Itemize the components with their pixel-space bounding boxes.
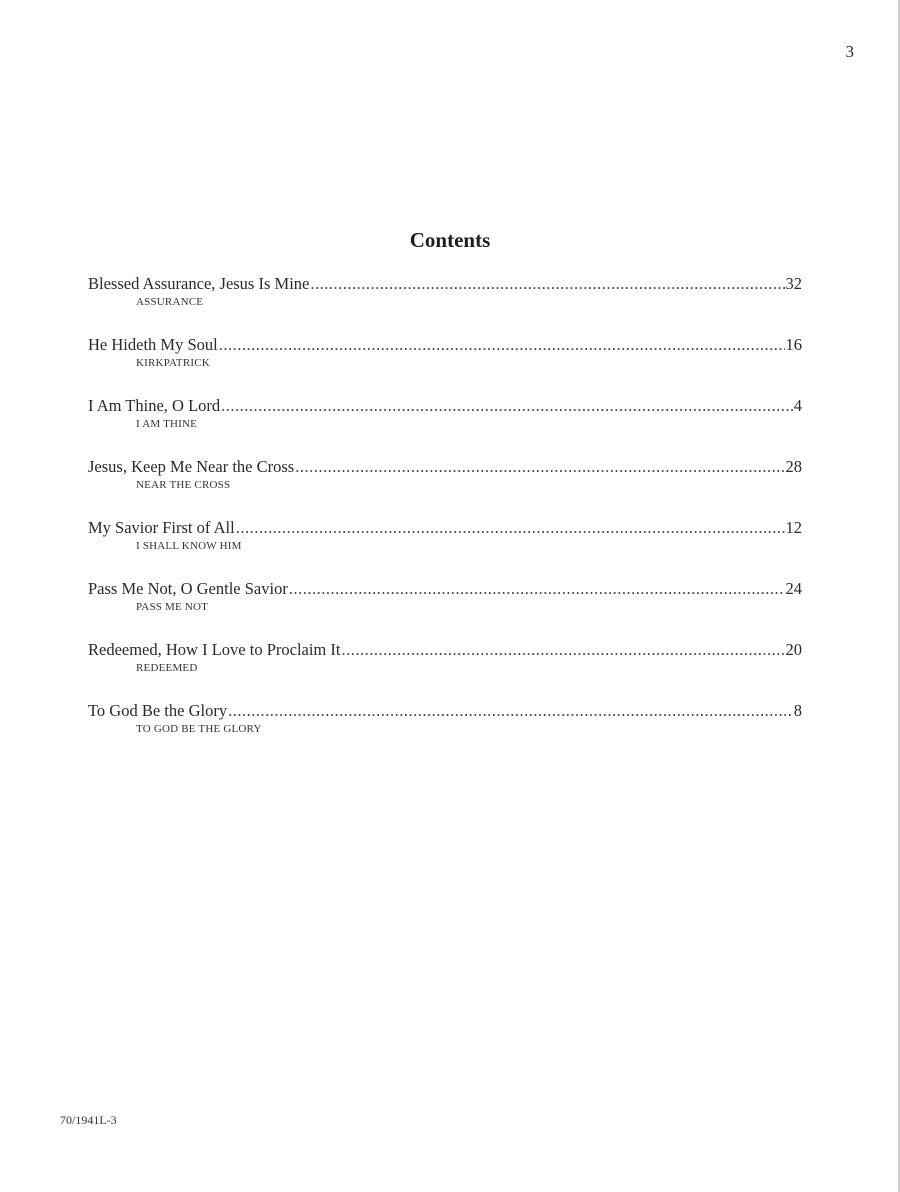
toc-entry-page: 20 xyxy=(785,640,802,659)
toc-entry-title: My Savior First of All xyxy=(88,518,235,537)
toc-entry-title: Blessed Assurance, Jesus Is Mine xyxy=(88,274,310,293)
toc-entry-page: 12 xyxy=(785,518,802,537)
toc-entry-title: To God Be the Glory xyxy=(88,701,228,720)
toc-entry[interactable] xyxy=(88,516,802,577)
dot-leader xyxy=(221,394,793,418)
toc-entry[interactable] xyxy=(88,333,802,394)
toc-entry-line xyxy=(88,394,802,418)
toc-entry-line xyxy=(88,272,802,296)
table-of-contents xyxy=(88,272,802,760)
toc-entry[interactable] xyxy=(88,394,802,455)
toc-entry[interactable] xyxy=(88,455,802,516)
dot-leader xyxy=(236,516,785,540)
toc-entry-tune: NEAR THE CROSS xyxy=(136,479,231,491)
toc-entry-title: He Hideth My Soul xyxy=(88,335,218,354)
toc-entry-page: 24 xyxy=(785,579,802,598)
dot-leader xyxy=(219,333,785,357)
page-number: 3 xyxy=(845,42,854,61)
toc-entry-line xyxy=(88,699,802,723)
dot-leader xyxy=(289,577,785,601)
toc-entry-title: I Am Thine, O Lord xyxy=(88,396,221,415)
toc-entry-title: Redeemed, How I Love to Proclaim It xyxy=(88,640,341,659)
toc-entry[interactable] xyxy=(88,699,802,760)
toc-entry-line xyxy=(88,638,802,662)
catalog-code: 70/1941L-3 xyxy=(60,1113,117,1127)
toc-entry-page: 4 xyxy=(793,396,802,415)
toc-entry-page: 8 xyxy=(793,701,802,720)
toc-entry-tune: ASSURANCE xyxy=(136,296,204,308)
toc-entry-tune: PASS ME NOT xyxy=(136,601,209,613)
toc-entry-tune: REDEEMED xyxy=(136,662,198,674)
dot-leader xyxy=(341,638,784,662)
toc-entry-title: Jesus, Keep Me Near the Cross xyxy=(88,457,295,476)
toc-entry-page: 16 xyxy=(785,335,802,354)
toc-entry[interactable] xyxy=(88,577,802,638)
toc-entry-tune: I AM THINE xyxy=(136,418,198,430)
toc-entry[interactable] xyxy=(88,638,802,699)
dot-leader xyxy=(295,455,784,479)
toc-entry-tune: I SHALL KNOW HIM xyxy=(136,540,242,552)
dot-leader xyxy=(310,272,784,296)
dot-leader xyxy=(228,699,793,723)
toc-entry-title: Pass Me Not, O Gentle Savior xyxy=(88,579,288,598)
toc-entry-tune: KIRKPATRICK xyxy=(136,357,210,369)
page-title: Contents xyxy=(409,228,491,252)
toc-entry[interactable] xyxy=(88,272,802,333)
toc-entry-tune: TO GOD BE THE GLORY xyxy=(136,723,262,735)
toc-entry-line xyxy=(88,455,802,479)
toc-entry-page: 32 xyxy=(785,274,802,293)
toc-entry-line xyxy=(88,516,802,540)
toc-entry-line xyxy=(88,577,802,601)
toc-entry-line xyxy=(88,333,802,357)
toc-entry-page: 28 xyxy=(785,457,802,476)
